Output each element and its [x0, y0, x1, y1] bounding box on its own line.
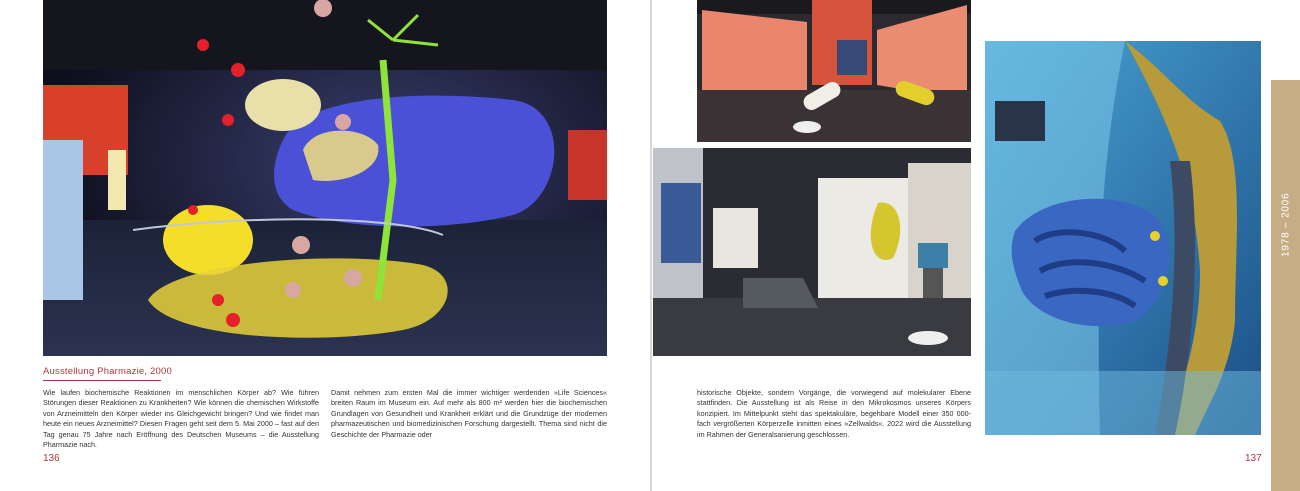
caption-underline [43, 380, 161, 381]
left-text-column-2: Damit nehmen zum ersten Mal die immer wichtiger werdenden »Life Sciences« breiten Raum im Museum ein. Auf mehr als 800 m² werden hier die biochemischen Grundlagen von Gesundheit und Krankheit erklärt und die Grundzüge der modernen pharmazeutischen und biomedizinischen Forschung dargestellt. Thema sind nicht die Geschichte der Pharmazie oder [331, 388, 607, 439]
page-number-left: 136 [43, 453, 60, 464]
page-number-right: 137 [1245, 453, 1262, 464]
photo-pill-exhibit-room [697, 0, 971, 142]
chapter-tab-label: 1978 – 2006 [1280, 192, 1292, 258]
chapter-tab [1271, 80, 1300, 491]
left-text-column-1: Wie laufen biochemische Reaktionen im menschlichen Körper ab? Wie führen Störungen dieser Reaktionen zu Krankheiten? Wie können die chemischen Wirkstoffe von Arzneimitteln den Körper wieder ins Gleichgewicht bringen? Und wie findet man heute ein neues Arzneimittel? Diesen Fragen geht seit dem 5. Mai 2000 – fast auf den Tag genau 75 Jahre nach Eröffnung des Deutschen Museums – die Ausstellung Pharmazie nach. [43, 388, 319, 450]
right-text-column-1: historische Objekte, sondern Vorgänge, die vorwiegend auf molekularer Ebene stattfinden. Die Ausstellung ist als Reise in den Mikrokosmos unseres Körpers konzipiert. Im Mittelpunkt steht das spektakuläre, begehbare Modell einer 350 000-fach vergrößerten Körperzelle inmitten eines »Zellwalds«. 2022 wird die Ausstellung im Rahmen der Generalsanierung geschlossen. [697, 388, 971, 439]
photo-terminal-area [653, 148, 971, 356]
photo-cell-interior [985, 41, 1261, 435]
photo-cell-model-hall [43, 0, 607, 356]
caption-title: Ausstellung Pharmazie, 2000 [43, 366, 172, 377]
